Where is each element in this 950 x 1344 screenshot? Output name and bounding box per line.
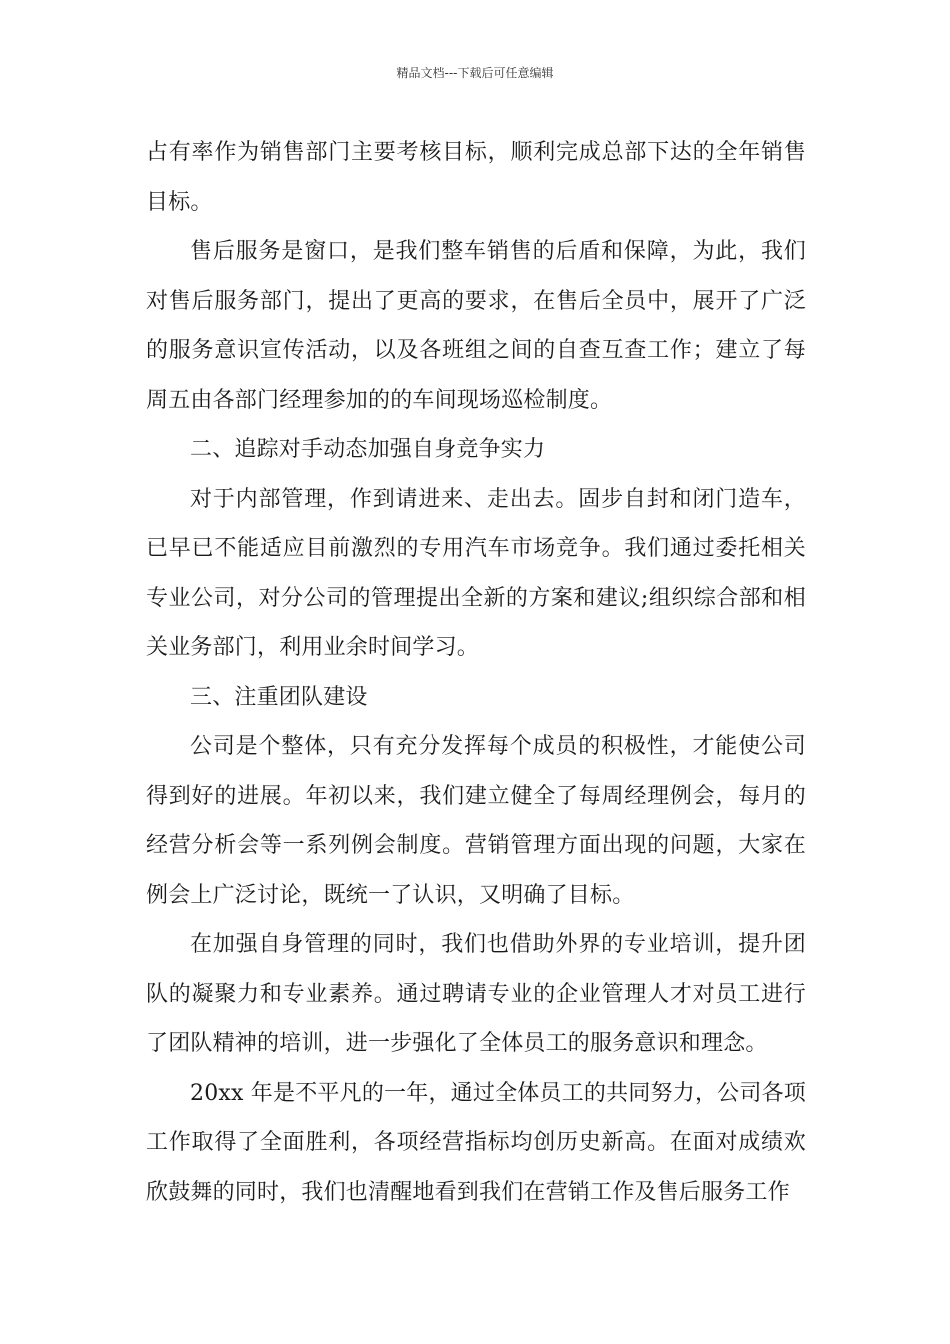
page-header: 精品文档---下载后可任意编辑 — [396, 66, 554, 80]
section-heading-team-building: 三、注重团队建设 — [190, 684, 368, 710]
paragraph-company-whole: 公司是个整体，只有充分发挥每个成员的积极性，才能使公司得到好的进展。年初以来，我们建立健全了每周经理例会，每月的经营分析会等一系列例会制度。营销管理方面出现的问题，大家在例会上广泛讨论，既统一了认识，又明确了目标。 — [146, 734, 806, 908]
document-body — [146, 128, 806, 1217]
paragraph-professional-training: 在加强自身管理的同时，我们也借助外界的专业培训，提升团队的凝聚力和专业素养。通过聘请专业的企业管理人才对员工进行了团队精神的培训，进一步强化了全体员工的服务意识和理念。 — [146, 932, 806, 1056]
section-heading-competition: 二、追踪对手动态加强自身竞争实力 — [190, 437, 546, 462]
paragraph-year-summary: 20xx 年是不平凡的一年，通过全体员工的共同努力，公司各项工作取得了全面胜利，各项经营指标均创历史新高。在面对成绩欢欣鼓舞的同时，我们也清醒地看到我们在营销工作及售后服务工作 — [146, 1080, 806, 1205]
paragraph-after-sales-service: 售后服务是窗口，是我们整车销售的后盾和保障，为此，我们对售后服务部门，提出了更高的要求，在售后全员中，展开了广泛的服务意识宣传活动，以及各班组之间的自查互查工作；建立了每周五由各部门经理参加的的车间现场巡检制度。 — [146, 239, 806, 413]
paragraph-internal-management: 对于内部管理，作到请进来、走出去。固步自封和闭门造车，已早已不能适应目前激烈的专用汽车市场竞争。我们通过委托相关专业公司，对分公司的管理提出全新的方案和建议;组织综合部和相关业务部门，利用业余时间学习。 — [146, 486, 806, 660]
paragraph-sales-target: 占有率作为销售部门主要考核目标，顺利完成总部下达的全年销售目标。 — [146, 140, 806, 215]
